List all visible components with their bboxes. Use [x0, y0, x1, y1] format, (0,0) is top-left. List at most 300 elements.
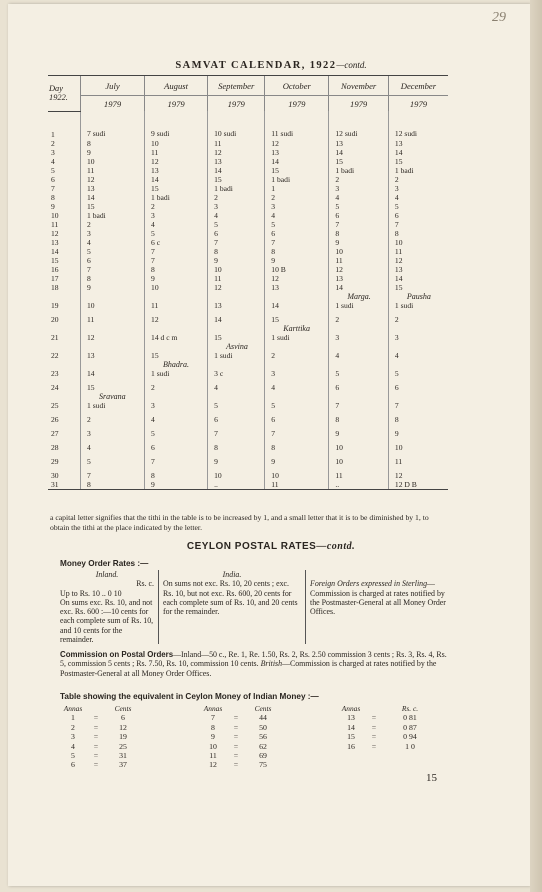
equals-sign: =	[93, 751, 99, 761]
cents-header: Cents	[254, 704, 272, 713]
day-cell: 16	[51, 264, 59, 274]
calendar-row	[48, 265, 448, 274]
samvat-calendar-table	[48, 75, 448, 490]
tithi-cell: 6	[388, 383, 448, 401]
day-cell: 10	[51, 210, 59, 220]
equivalence-row	[200, 723, 280, 732]
india-text: On sums not exc. Rs. 10, 20 cents ; exc. Rs. 10, but not exc. Rs. 600, 20 cents for each complete sum of Rs. 10, and 20 cents for the remainder.	[163, 579, 298, 617]
annas-header: Annas	[203, 704, 223, 713]
tithi-cell: 1 sudi	[208, 351, 265, 369]
calendar-row	[48, 401, 448, 415]
tithi-cell: 10	[329, 247, 389, 256]
tithi-cell: 14	[388, 148, 448, 157]
inland-line: Up to Rs. 10 .. 0 10	[60, 588, 122, 598]
equivalence-row	[60, 732, 140, 741]
year-cell: 1979	[145, 96, 208, 112]
tithi-cell: 3	[81, 429, 145, 443]
tithi-cell: 2	[81, 220, 145, 229]
annas-value: 15	[347, 732, 355, 742]
tithi-cell: 1 badi	[81, 211, 145, 220]
tithi-cell: 15	[145, 184, 208, 193]
money-order-heading: Money Order Rates :—	[60, 559, 149, 568]
ceylon-value: 0 87	[403, 722, 417, 732]
tithi-cell: ..	[208, 480, 265, 490]
tithi-cell: 12 D B	[388, 480, 448, 490]
annas-value: 16	[347, 741, 355, 751]
tithi-cell: 8	[145, 471, 208, 480]
equivalence-row	[338, 723, 436, 732]
tithi-cell: 15	[208, 175, 265, 184]
calendar-row	[48, 429, 448, 443]
day-cell: 31	[48, 480, 81, 490]
tithi-cell: 2	[329, 315, 389, 333]
day-cell: 15	[51, 255, 59, 265]
tithi-cell: 3	[208, 202, 265, 211]
equals-sign: =	[371, 713, 377, 723]
day-cell: 3	[51, 147, 55, 157]
day-cell: 9	[51, 201, 55, 211]
day-cell: 6	[51, 174, 55, 184]
equivalence-row	[60, 742, 140, 751]
tithi-cell: 5	[145, 229, 208, 238]
day-cell: 5	[51, 165, 55, 175]
month-name-label: Pausha	[406, 291, 431, 301]
equivalence-header	[60, 704, 140, 713]
commission-text-2: —Commission is charged at rates notified by the Postmaster-General at all Money Order Offices.	[60, 659, 437, 678]
tithi-cell: 14	[265, 157, 329, 166]
tithi-cell: 13	[388, 265, 448, 274]
annas-value: 3	[71, 732, 75, 742]
equivalence-row	[60, 760, 140, 769]
day-cell: 19	[51, 300, 59, 310]
tithi-cell: 5	[81, 457, 145, 471]
equivalence-group	[60, 704, 140, 770]
day-cell: 28	[51, 442, 59, 452]
foreign-column	[306, 570, 452, 644]
equals-sign: =	[233, 722, 239, 732]
tithi-cell: 2	[388, 315, 448, 333]
calendar-row	[48, 369, 448, 383]
calendar-row	[48, 480, 448, 490]
tithi-cell: 4	[208, 211, 265, 220]
tithi-cell: 10	[81, 157, 145, 166]
tithi-cell: 10 sudi	[208, 111, 265, 139]
tithi-cell: 6	[388, 211, 448, 220]
annas-value: 10	[209, 741, 217, 751]
ceylon-value: 37	[119, 760, 127, 770]
tithi-cell: 2	[265, 351, 329, 369]
ceylon-value: 31	[119, 751, 127, 761]
ceylon-value: 50	[259, 722, 267, 732]
tithi-cell: 1 sudi	[81, 401, 145, 415]
day-cell: 29	[51, 456, 59, 466]
tithi-cell: 7	[265, 429, 329, 443]
tithi-cell: 9	[388, 429, 448, 443]
commission-british: British	[260, 659, 283, 669]
day-cell: 18	[51, 282, 59, 292]
month-name-label: Asvina	[226, 341, 248, 351]
tithi-cell: 3 c	[208, 369, 265, 383]
month-name-label: Bhadra.	[163, 359, 190, 369]
day-cell: 17	[51, 273, 59, 283]
tithi-cell: 13	[265, 283, 329, 301]
tithi-cell: 12	[145, 157, 208, 166]
calendar-row	[48, 157, 448, 166]
tithi-cell: 5	[329, 202, 389, 211]
tithi-cell: 7	[208, 429, 265, 443]
tithi-cell: 11	[81, 166, 145, 175]
calendar-row	[48, 301, 448, 315]
tithi-cell: 13	[208, 301, 265, 315]
tithi-cell: 2	[81, 415, 145, 429]
tithi-cell: 5	[388, 369, 448, 383]
ceylon-value: 75	[259, 760, 267, 770]
tithi-cell: 1 sudi	[329, 301, 389, 315]
tithi-cell: 15	[81, 202, 145, 211]
tithi-cell: 4	[388, 351, 448, 369]
tithi-cell: 10	[208, 265, 265, 274]
tithi-cell: 7	[329, 220, 389, 229]
calendar-row	[48, 193, 448, 202]
tithi-cell: 7	[265, 238, 329, 247]
foreign-label: Foreign Orders expressed in Sterling	[310, 579, 428, 589]
day-cell: 20	[51, 314, 59, 324]
tithi-cell: 9	[265, 457, 329, 471]
calendar-row	[48, 315, 448, 333]
tithi-cell: 5	[145, 429, 208, 443]
tithi-cell: 10	[208, 471, 265, 480]
tithi-cell: 14	[208, 315, 265, 333]
tithi-cell: 7	[145, 256, 208, 265]
tithi-cell: 4	[145, 415, 208, 429]
month-name-label: Sravana	[99, 391, 126, 401]
ceylon-value: 19	[119, 732, 127, 742]
day-cell: 8	[51, 192, 55, 202]
month-header: October	[265, 76, 329, 96]
tithi-cell: 6	[329, 211, 389, 220]
equals-sign: =	[233, 732, 239, 742]
tithi-cell: 4	[81, 443, 145, 457]
equals-sign: =	[93, 732, 99, 742]
ceylon-value: 25	[119, 741, 127, 751]
calendar-row	[48, 247, 448, 256]
calendar-row	[48, 148, 448, 157]
tithi-cell: 10	[388, 443, 448, 457]
calendar-row	[48, 351, 448, 369]
tithi-cell: 12	[388, 256, 448, 265]
tithi-cell: 1 badi	[329, 166, 389, 175]
calendar-row	[48, 211, 448, 220]
year-header-label: 1922.	[49, 93, 68, 103]
month-header: August	[145, 76, 208, 96]
tithi-cell: 8	[265, 247, 329, 256]
tithi-cell: 8	[388, 229, 448, 238]
page-number: 15	[426, 772, 437, 784]
tithi-cell: 15	[265, 166, 329, 175]
tithi-cell: 8	[208, 247, 265, 256]
day-cell: 11	[51, 219, 59, 229]
year-cell: 1979	[265, 96, 329, 112]
tithi-cell: 8	[329, 415, 389, 429]
tithi-cell: 12	[81, 333, 145, 351]
tithi-cell: 2	[145, 202, 208, 211]
tithi-cell: 3	[81, 229, 145, 238]
tithi-cell: 2	[388, 175, 448, 184]
annas-value: 5	[71, 751, 75, 761]
tithi-cell: 8	[81, 139, 145, 148]
tithi-cell: 9	[208, 457, 265, 471]
day-cell: 14	[51, 246, 59, 256]
annas-value: 14	[347, 722, 355, 732]
equals-sign: =	[233, 751, 239, 761]
ceylon-value: 0 94	[403, 732, 417, 742]
inland-text: On sums exc. Rs. 10, and not exc. Rs. 600 :—10 cents for each complete sum of Rs. 10, and 10 cents for the remainder.	[60, 597, 154, 645]
tithi-cell: 11	[388, 457, 448, 471]
equivalence-row	[338, 713, 436, 722]
postal-title-text: CEYLON POSTAL RATES	[186, 541, 317, 552]
tithi-cell: 14	[329, 148, 389, 157]
ceylon-value: 6	[121, 713, 125, 723]
calendar-row	[48, 175, 448, 184]
day-cell: 26	[51, 414, 59, 424]
tithi-cell: 4	[265, 211, 329, 220]
tithi-cell: 12	[208, 148, 265, 157]
equivalence-row	[200, 760, 280, 769]
tithi-cell: 9	[145, 274, 208, 283]
tithi-cell: 11	[145, 148, 208, 157]
inland-column	[60, 570, 158, 644]
calendar-row	[48, 471, 448, 480]
india-label: India.	[222, 570, 242, 579]
tithi-cell: 3	[388, 333, 448, 351]
tithi-cell: 3	[265, 202, 329, 211]
tithi-cell: 13	[329, 274, 389, 283]
tithi-cell: 9	[329, 429, 389, 443]
calendar-title-text: SAMVAT CALENDAR, 1922	[175, 60, 337, 71]
tithi-cell: 2	[265, 193, 329, 202]
tithi-cell: 13	[388, 139, 448, 148]
tithi-cell: 14	[145, 175, 208, 184]
tithi-cell: 5	[329, 369, 389, 383]
calendar-row	[48, 283, 448, 301]
tithi-cell: 3	[145, 211, 208, 220]
tithi-cell: 9	[329, 238, 389, 247]
day-cell: 27	[51, 428, 59, 438]
tithi-cell: 4	[265, 383, 329, 401]
equivalence-header	[338, 704, 436, 713]
rupees-header: Rs. c.	[401, 704, 419, 713]
tithi-cell: 14	[208, 166, 265, 175]
tithi-cell: 8	[388, 415, 448, 429]
ceylon-value: 12	[119, 722, 127, 732]
equivalence-row	[60, 751, 140, 760]
tithi-cell: 2	[208, 193, 265, 202]
day-header-label: Day	[49, 84, 63, 94]
tithi-cell: 11	[145, 301, 208, 315]
tithi-cell: 7	[208, 238, 265, 247]
tithi-cell: 1 sudi	[145, 369, 208, 383]
equals-sign: =	[93, 713, 99, 723]
month-header: September	[208, 76, 265, 96]
inland-label: Inland.	[95, 570, 119, 579]
tithi-cell: 1 sudi	[265, 333, 329, 351]
tithi-cell: 12	[329, 265, 389, 274]
tithi-cell: 11	[329, 471, 389, 480]
tithi-cell: 13	[81, 351, 145, 369]
tithi-cell: 12 sudi	[329, 111, 389, 139]
ceylon-value: 1 0	[405, 741, 415, 751]
tithi-cell: 12	[265, 139, 329, 148]
tithi-cell: 6	[329, 383, 389, 401]
tithi-cell: 5	[208, 220, 265, 229]
tithi-cell: 6 c	[145, 238, 208, 247]
tithi-cell: 7	[329, 401, 389, 415]
tithi-cell: 14	[388, 274, 448, 283]
page-edge	[530, 0, 542, 892]
day-cell: 12	[51, 228, 59, 238]
tithi-cell: 5	[265, 220, 329, 229]
tithi-cell: 9	[145, 480, 208, 490]
commission-text-1: —Inland—50 c., Re. 1, Re. 1.50, Rs. 2, Rs. 2.50 commission 3 cents ; Rs. 3, Rs. 4, Rs. 5, commission 5 cents ; Rs. 7.50, Rs. 10, commission 10 cents.	[60, 650, 447, 669]
calendar-row	[48, 443, 448, 457]
equivalence-row	[200, 713, 280, 722]
annas-value: 4	[71, 741, 75, 751]
tithi-cell: 15 Karttika	[265, 315, 329, 333]
tithi-cell: 5	[81, 247, 145, 256]
tithi-cell: ..	[329, 480, 389, 490]
tithi-cell: 1 badi	[208, 184, 265, 193]
tithi-cell: 4	[329, 193, 389, 202]
tithi-cell: 12	[208, 283, 265, 301]
year-cell: 1979	[81, 96, 145, 112]
year-cell: 1979	[208, 96, 265, 112]
tithi-cell: 1 sudi	[388, 301, 448, 315]
tithi-cell: 13	[265, 148, 329, 157]
tithi-cell: 11	[81, 315, 145, 333]
equivalence-group	[200, 704, 280, 770]
month-header: November	[329, 76, 389, 96]
commission-label: Commission on Postal Orders	[60, 650, 174, 659]
tithi-cell: 12	[265, 274, 329, 283]
annas-value: 1	[71, 713, 75, 723]
day-cell: 4	[51, 156, 55, 166]
equivalence-group	[338, 704, 436, 751]
annas-header: Annas	[341, 704, 361, 713]
year-cell: 1979	[329, 96, 389, 112]
tithi-cell: 11 sudi	[265, 111, 329, 139]
day-cell: 21	[51, 332, 59, 342]
annas-value: 13	[347, 713, 355, 723]
tithi-cell: 11	[265, 480, 329, 490]
tithi-cell: 12	[81, 175, 145, 184]
tithi-cell: 4	[145, 220, 208, 229]
equivalence-row	[200, 742, 280, 751]
calendar-title-suffix: —contd.	[336, 60, 367, 70]
equals-sign: =	[233, 741, 239, 751]
equals-sign: =	[233, 713, 239, 723]
tithi-cell: 9 sudi	[145, 111, 208, 139]
tithi-cell: 7	[388, 220, 448, 229]
tithi-cell: 8	[145, 265, 208, 274]
ceylon-value: 69	[259, 751, 267, 761]
calendar-row	[48, 220, 448, 229]
calendar-row	[48, 415, 448, 429]
tithi-cell: 10	[145, 139, 208, 148]
tithi-cell: 11	[329, 256, 389, 265]
calendar-row	[48, 184, 448, 193]
calendar-row	[48, 256, 448, 265]
tithi-cell: 4	[329, 351, 389, 369]
tithi-cell: 8	[265, 443, 329, 457]
cents-header: Cents	[114, 704, 132, 713]
tithi-cell: 8	[329, 229, 389, 238]
day-cell: 30	[51, 470, 59, 480]
commission-paragraph	[60, 650, 452, 678]
tithi-cell: 5	[208, 401, 265, 415]
equivalence-row	[338, 742, 436, 751]
day-cell: 23	[51, 368, 59, 378]
calendar-row	[48, 139, 448, 148]
equals-sign: =	[233, 760, 239, 770]
tithi-cell: 2	[145, 383, 208, 401]
day-cell: 24	[51, 382, 59, 392]
day-cell: 2	[51, 138, 55, 148]
india-column	[158, 570, 306, 644]
tithi-cell: 3	[329, 184, 389, 193]
tithi-cell: 6	[265, 415, 329, 429]
tithi-cell: 6	[265, 229, 329, 238]
calendar-row	[48, 238, 448, 247]
equals-sign: =	[93, 722, 99, 732]
day-cell: 13	[51, 237, 59, 247]
equivalence-row	[60, 723, 140, 732]
tithi-cell: 10	[265, 471, 329, 480]
calendar-row	[48, 229, 448, 238]
equals-sign: =	[371, 732, 377, 742]
tithi-cell: 10	[329, 457, 389, 471]
tithi-cell: 13	[81, 184, 145, 193]
tithi-cell: 10	[81, 301, 145, 315]
calendar-row	[48, 274, 448, 283]
ceylon-value: 56	[259, 732, 267, 742]
tithi-cell: 7	[145, 457, 208, 471]
tithi-cell: 13	[329, 139, 389, 148]
equivalence-row	[60, 713, 140, 722]
day-header	[48, 76, 81, 112]
tithi-cell: 7 sudi	[81, 111, 145, 139]
tithi-cell: 7	[388, 401, 448, 415]
annas-value: 11	[209, 751, 217, 761]
month-header: December	[388, 76, 448, 96]
calendar-row	[48, 202, 448, 211]
foreign-text: —Commission is charged at rates notified by the Postmaster-General at all Money Order Offices.	[310, 579, 446, 617]
annas-value: 6	[71, 760, 75, 770]
tithi-cell: 7	[145, 247, 208, 256]
tithi-cell: 14	[81, 193, 145, 202]
calendar-body	[48, 111, 448, 489]
tithi-cell: 5	[388, 202, 448, 211]
day-cell: 25	[51, 400, 59, 410]
calendar-row	[48, 166, 448, 175]
inland-unit: Rs. c.	[136, 579, 154, 589]
calendar-title	[0, 60, 542, 71]
tithi-cell: 6	[81, 256, 145, 265]
calendar-row	[48, 333, 448, 351]
tithi-cell: 3	[145, 401, 208, 415]
tithi-cell: 4	[208, 383, 265, 401]
tithi-cell: 2	[329, 175, 389, 184]
day-cell: 7	[51, 183, 55, 193]
